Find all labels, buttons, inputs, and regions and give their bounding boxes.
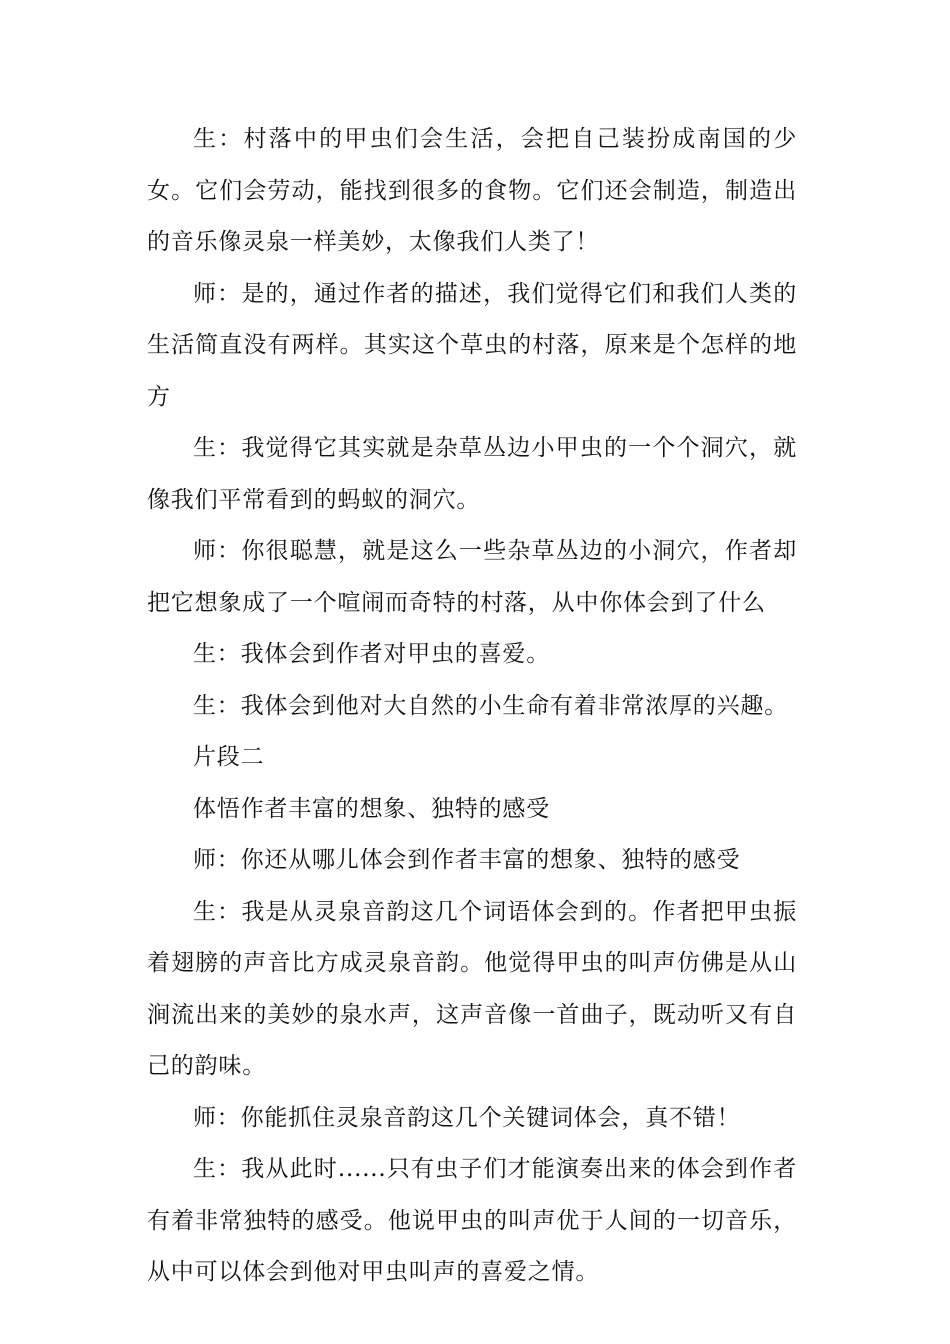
section-subtitle: 体悟作者丰富的想象、独特的感受 (193, 795, 550, 822)
paragraph-teacher-praise: 师：你很聪慧，就是这么一些杂草丛边的小洞穴，作者却把它想象成了一个喧闹而奇特的村落，从中你体会到了什么 (147, 538, 797, 616)
section-heading: 片段二 (193, 744, 265, 770)
paragraph-student-spring-sound: 生：我是从灵泉音韵这几个词语体会到的。作者把甲虫振着翅膀的声音比方成灵泉音韵。他觉得甲虫的叫声仿佛是从山涧流出来的美妙的泉水声，这声音像一首曲子，既动听又有自己的韵味。 (147, 898, 797, 1079)
paragraph-student-village-life: 生：村落中的甲虫们会生活，会把自己装扮成南国的少女。它们会劳动，能找到很多的食物。它们还会制造，制造出的音乐像灵泉一样美妙，太像我们人类了！ (147, 126, 797, 255)
paragraph-student-burrow: 生：我觉得它其实就是杂草丛边小甲虫的一个个洞穴，就像我们平常看到的蚂蚁的洞穴。 (147, 435, 797, 513)
paragraph-teacher-question-place: 师：是的，通过作者的描述，我们觉得它们和我们人类的生活简直没有两样。其实这个草虫的村落，原来是个怎样的地方 (147, 280, 797, 410)
paragraph-student-interest: 生：我体会到他对大自然的小生命有着非常浓厚的兴趣。 (193, 692, 788, 719)
paragraph-teacher-keywords: 师：你能抓住灵泉音韵这几个关键词体会，真不错！ (193, 1104, 741, 1131)
paragraph-student-love: 生：我体会到作者对甲虫的喜爱。 (193, 641, 550, 667)
document-body (147, 114, 797, 1299)
paragraph-student-unique-feeling: 生：我从此时......只有虫子们才能演奏出来的体会到作者有着非常独特的感受。他说甲虫的叫声优于人间的一切音乐，从中可以体会到他对甲虫叫声的喜爱之情。 (147, 1156, 797, 1285)
paragraph-teacher-question-imagination: 师：你还从哪儿体会到作者丰富的想象、独特的感受 (193, 847, 741, 873)
